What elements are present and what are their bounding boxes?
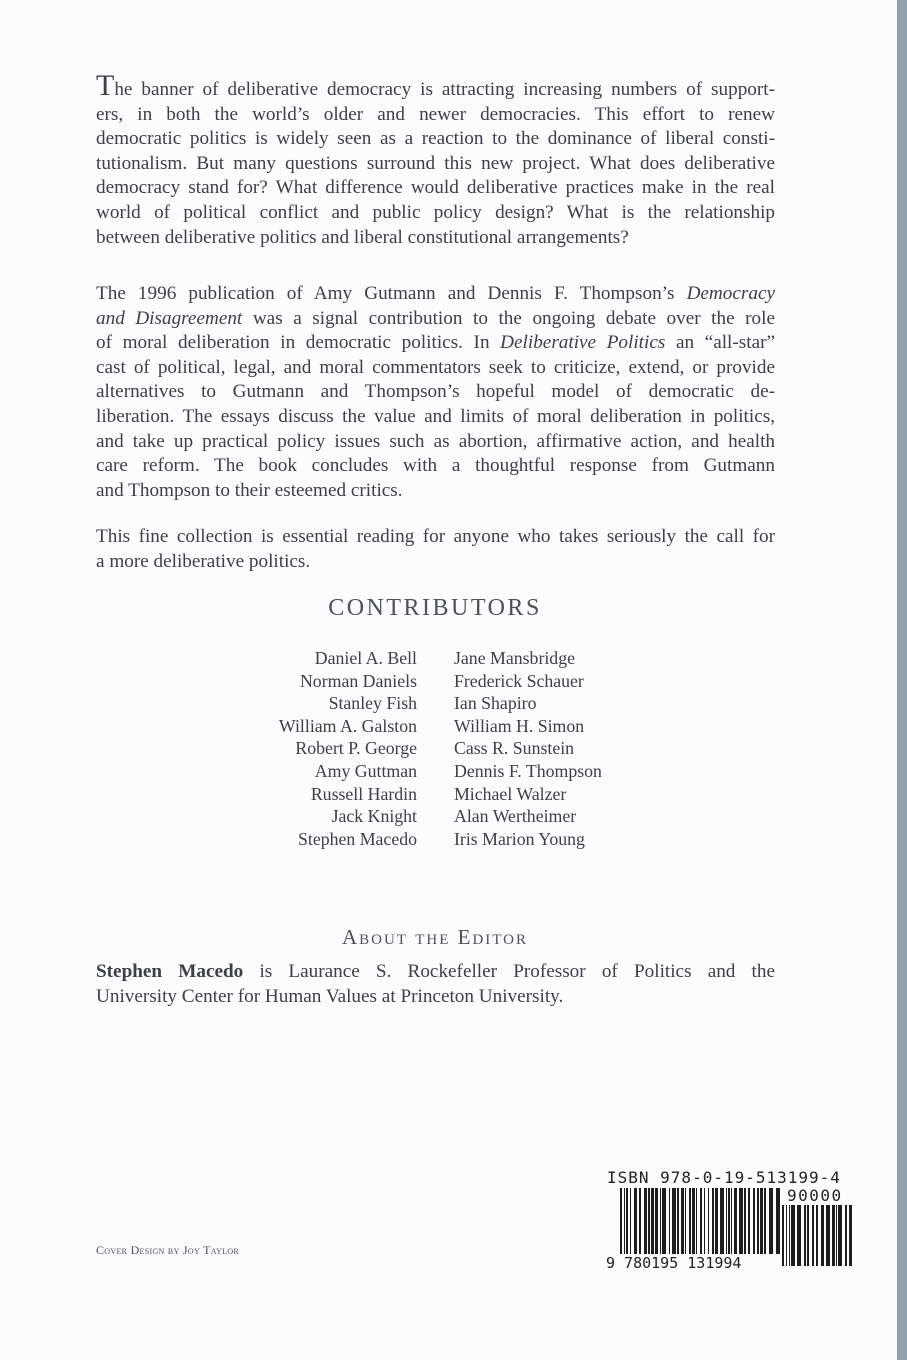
editor-bio (96, 960, 775, 1009)
barcode-bar (816, 1205, 818, 1266)
book-title: Democracy (686, 283, 775, 304)
barcode-digits: 9 780195 131994 (606, 1254, 742, 1272)
barcode-bar (655, 1188, 658, 1254)
text: an “all-star” (665, 332, 775, 354)
text-line (96, 226, 775, 251)
barcode-bar (715, 1188, 718, 1254)
text: cast of political, legal, and moral commentators seek to criticize, extend, or provide (96, 356, 775, 378)
contributor-name: Michael Walzer (454, 783, 567, 804)
contributor-name: Stephen Macedo (298, 828, 417, 849)
barcode-bar (700, 1188, 702, 1254)
barcode-bar (789, 1205, 790, 1266)
barcode-bar (782, 1205, 784, 1266)
description-paragraph-3 (96, 525, 775, 574)
contributor-name: Ian Shapiro (454, 693, 537, 714)
contributor-name: Frederick Schauer (454, 670, 584, 691)
text: between deliberative politics and liberal constitutional arrangements? (96, 226, 629, 248)
barcode-bar (760, 1188, 763, 1254)
barcode-bar (728, 1188, 730, 1254)
barcode-bar (708, 1188, 709, 1254)
barcode-bar (836, 1205, 837, 1266)
barcode-bar (726, 1188, 727, 1254)
barcode-bar (739, 1188, 743, 1254)
barcode-bar (672, 1188, 676, 1254)
barcode-bar (630, 1188, 631, 1254)
barcode-bar (845, 1205, 847, 1266)
barcode-bar (753, 1188, 755, 1254)
barcode-bar (804, 1205, 806, 1266)
barcode-bar (696, 1188, 697, 1254)
contributor-name: Jack Knight (331, 806, 417, 827)
barcode-bar (624, 1188, 625, 1254)
contributor-name: Alan Wertheimer (454, 806, 577, 827)
text: democratic politics is widely seen as a reaction to the dominance of liberal consti- (96, 128, 775, 150)
barcode-bar (651, 1188, 654, 1254)
contributor-name: William H. Simon (454, 715, 585, 736)
barcode-bar (826, 1205, 830, 1266)
barcode-bar (692, 1188, 695, 1254)
description-paragraph-2 (96, 282, 775, 503)
contributor-name: Robert P. George (295, 738, 417, 759)
barcode-bar (704, 1188, 705, 1254)
barcode-bar (791, 1205, 795, 1266)
isbn-label: ISBN 978-0-19-513199-4 (607, 1168, 841, 1187)
text: democracy stand for? What difference would deliberative practices make in the real (96, 177, 775, 199)
barcode-bar (807, 1205, 809, 1266)
text-line (96, 525, 775, 550)
barcode-addon (782, 1205, 856, 1266)
text: a more deliberative politics. (96, 550, 311, 572)
contributor-name: Russell Hardin (310, 783, 417, 804)
barcode-bar (669, 1188, 670, 1254)
barcode-bar (744, 1188, 746, 1254)
contributor-name: Stanley Fish (328, 693, 417, 714)
contributors-left-column (279, 647, 417, 850)
text-line (96, 103, 775, 128)
barcode-bar (797, 1205, 801, 1266)
barcode-bar (832, 1205, 835, 1266)
text-line (96, 550, 775, 575)
contributor-name: Daniel A. Bell (314, 648, 417, 668)
text: ers, in both the world’s older and newer democracies. This effort to renew (96, 103, 775, 125)
barcode-bar (734, 1188, 737, 1254)
price-code: 90000 (787, 1186, 843, 1205)
barcode-bar (644, 1188, 647, 1254)
text: he banner of deliberative democracy is attracting increasing numbers of support- (114, 79, 775, 100)
editor-name: Stephen Macedo (96, 961, 244, 982)
text: and Thompson to their esteemed critics. (96, 479, 403, 501)
description-paragraph-1 (96, 69, 775, 250)
about-editor-heading: About the Editor (341, 925, 529, 949)
barcode-bar (821, 1205, 824, 1266)
contributors-right-column (454, 647, 602, 850)
text-line (96, 127, 775, 152)
barcode-bar (720, 1188, 724, 1254)
barcode-bar (786, 1205, 787, 1266)
barcode-bar (620, 1188, 622, 1254)
text: is Laurance S. Rockefeller Professor of Politics and the (243, 961, 775, 982)
text-line (96, 356, 775, 381)
barcode-bar (685, 1188, 686, 1254)
barcode-bar (677, 1188, 679, 1254)
cover-design-credit: Cover Design by Joy Taylor (96, 1243, 240, 1257)
text: was a signal contribution to the ongoing debate over the role (242, 307, 775, 329)
barcode-bar (769, 1188, 773, 1254)
barcode-bar (648, 1188, 650, 1254)
contributor-name: William A. Galston (278, 715, 417, 736)
text: University Center for Human Values at Princeton University. (96, 985, 564, 1007)
barcode-bar (838, 1205, 842, 1266)
barcode-bar (757, 1188, 759, 1254)
barcode-bar (731, 1188, 732, 1254)
text-line (96, 201, 775, 226)
barcode-bar (634, 1188, 637, 1254)
barcode-bar (712, 1188, 714, 1254)
barcode-bar (681, 1188, 684, 1254)
cover-spine-edge (897, 0, 907, 1360)
text: tutionalism. But many questions surround this new project. What does deliberative (96, 152, 775, 174)
text: liberation. The essays discuss the value and limits of moral deliberation in politics, (96, 405, 775, 427)
book-title: and Disagreement (96, 307, 243, 329)
contributor-name: Iris Marion Young (454, 828, 585, 849)
contributors-heading: CONTRIBUTORS (328, 595, 542, 621)
text-line (96, 69, 775, 103)
barcode-bar (764, 1188, 766, 1254)
book-title: Deliberative Politics (500, 332, 666, 354)
text-line (96, 454, 775, 479)
contributor-name: Cass R. Sunstein (454, 738, 575, 759)
barcode-bar (662, 1188, 666, 1254)
barcode-bar (812, 1205, 814, 1266)
barcode-bar (849, 1205, 852, 1266)
drop-cap: T (96, 69, 115, 102)
text: alternatives to Gutmann and Thompson’s hopeful model of democratic de- (96, 381, 775, 403)
barcode-bar (776, 1188, 780, 1254)
contributor-name: Amy Guttman (314, 760, 417, 781)
text: care reform. The book concludes with a thoughtful response from Gutmann (96, 455, 775, 477)
barcode-bar (626, 1188, 628, 1254)
text: of moral deliberation in democratic politics. In (96, 332, 501, 354)
text: This fine collection is essential reading for anyone who takes seriously the call for (96, 526, 775, 547)
barcode-bar (639, 1188, 641, 1254)
text: and take up practical policy issues such as abortion, affirmative action, and health (96, 430, 775, 452)
barcode-bar (748, 1188, 750, 1254)
text-line (96, 380, 775, 405)
text-line (96, 430, 775, 455)
barcode-bar (660, 1188, 661, 1254)
text: The 1996 publication of Amy Gutmann and Dennis F. Thompson’s (96, 283, 687, 304)
text-line (96, 405, 775, 430)
text-line (96, 479, 775, 504)
contributor-name: Dennis F. Thompson (454, 760, 602, 781)
text-line (96, 152, 775, 177)
text-line (96, 176, 775, 201)
contributor-name: Norman Daniels (299, 670, 417, 691)
text: world of political conflict and public policy design? What is the relationship (96, 201, 775, 223)
contributor-name: Jane Mansbridge (454, 648, 575, 668)
barcode-bar (689, 1188, 691, 1254)
